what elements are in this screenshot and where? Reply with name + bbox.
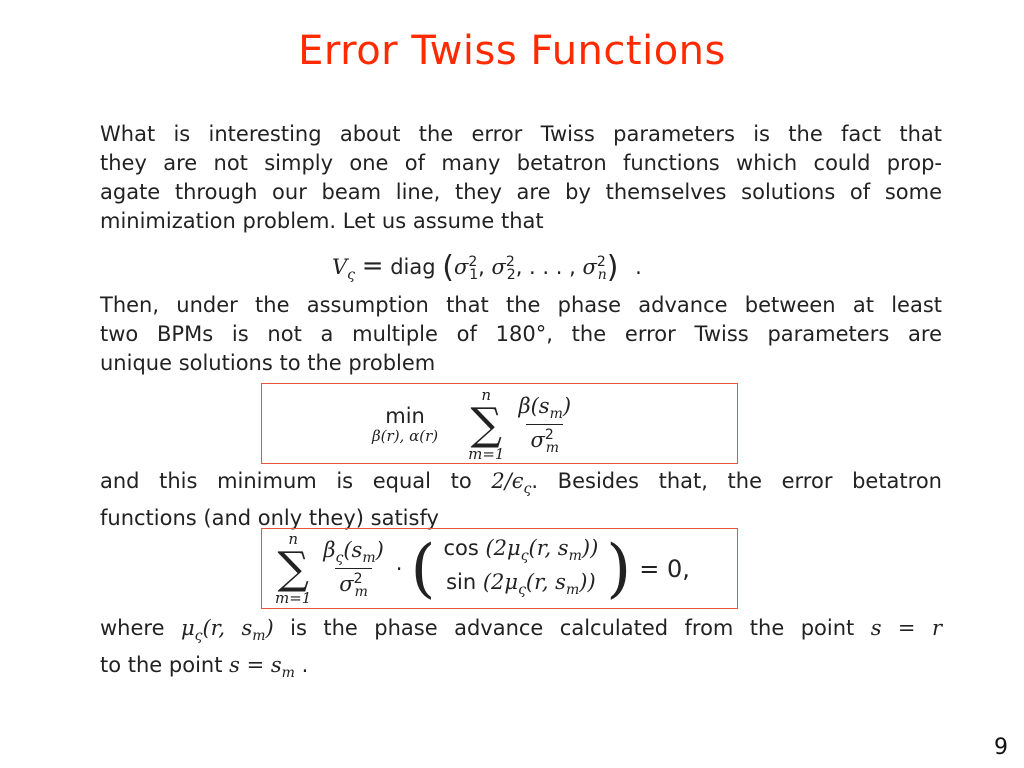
dot-operator: · xyxy=(395,557,403,581)
vector-paren-close: ) xyxy=(606,532,632,606)
math-end: ) xyxy=(265,616,274,640)
vector-paren-open: ( xyxy=(410,532,436,606)
intro-paragraph xyxy=(100,120,942,236)
den-sup: 2 xyxy=(544,427,554,443)
eq-superscript: 2 xyxy=(505,254,515,270)
fn-rest-sub: m xyxy=(565,582,580,599)
num-arg-sub: m xyxy=(362,550,376,566)
eq-subscript: ς xyxy=(347,267,356,284)
fn-sub: ς xyxy=(520,548,529,564)
eq-symbol: σ xyxy=(491,255,506,279)
num-end: ) xyxy=(375,537,384,562)
sum-lower-limit: m=1 xyxy=(468,445,505,463)
fraction-numerator xyxy=(514,394,575,424)
num-end: ) xyxy=(562,393,572,418)
text-run: is the phase advance calculated from the point xyxy=(273,616,871,640)
fn-rest-sub: m xyxy=(568,548,582,564)
text-run: where xyxy=(100,616,181,640)
eq-symbol: σ xyxy=(453,255,469,279)
sum-sign: ∑ xyxy=(470,399,502,450)
trig-vector xyxy=(443,535,598,603)
math-arg: (r, s xyxy=(202,616,253,640)
eq-symbol: V xyxy=(332,255,348,279)
math-sub: ς xyxy=(523,481,532,498)
eq-ellipsis: , . . . , xyxy=(515,255,576,279)
sin-row xyxy=(446,569,596,603)
sum-upper-limit: n xyxy=(481,386,492,404)
fraction xyxy=(514,394,575,456)
math-text: 2/ϵ xyxy=(491,469,524,493)
fn-arg: (2μ xyxy=(485,535,521,560)
fraction-denominator xyxy=(526,424,563,456)
paragraph-line xyxy=(100,614,942,651)
eq-subscript: 1 xyxy=(469,267,479,284)
eq-superscript: 2 xyxy=(596,254,606,270)
eq-period: . xyxy=(635,255,642,279)
min-operator xyxy=(372,405,438,445)
num-arg: (s xyxy=(343,537,363,562)
text-run: . xyxy=(294,653,309,678)
eq-subscript: 2 xyxy=(506,267,516,284)
paragraph-line: two BPMs is not a multiple of 180°, the error Twiss parameters are xyxy=(100,322,942,346)
min-subscript: β(r), α(r) xyxy=(372,427,439,446)
eq-symbol: σ xyxy=(582,255,597,279)
paragraph-line: agate through our beam line, they are by themselves solutions of some xyxy=(100,180,942,204)
paragraph-line: unique solutions to the problem xyxy=(100,351,436,375)
eq-equals: = xyxy=(361,251,384,281)
den-text: σ xyxy=(530,428,545,452)
inline-math xyxy=(180,616,274,645)
fn-end: )) xyxy=(579,570,596,594)
num-text: β xyxy=(323,537,336,562)
page-number: 9 xyxy=(994,735,1008,760)
text-run: and this minimum is equal to xyxy=(100,469,492,493)
num-sub: ς xyxy=(335,550,344,566)
fn-rest: (r, s xyxy=(525,570,566,594)
inline-math: s = r xyxy=(870,616,942,640)
math-arg-sub: m xyxy=(252,628,266,645)
num-sub: m xyxy=(549,406,563,422)
eq-rhs: = 0, xyxy=(639,555,690,583)
paragraph-line xyxy=(100,651,942,688)
den-sup: 2 xyxy=(353,571,363,587)
eq-paren-close: ) xyxy=(606,250,619,285)
where-paragraph xyxy=(100,614,942,688)
paragraph-line: they are not simply one of many betatron functions which could prop- xyxy=(100,151,942,175)
inline-math xyxy=(229,653,295,682)
paragraph-line: functions (and only they) satisfy xyxy=(100,506,439,531)
paragraph-line: What is interesting about the error Twiss parameters is the fact that xyxy=(100,122,942,146)
assumption-paragraph xyxy=(100,291,942,378)
covariance-equation: $V_\varsigma$ = diag ($\sigma^2_1$, $\sigma^2_2$, . . . , $\sigma^2_n$) . xyxy=(332,250,642,285)
fn-sub: ς xyxy=(518,582,526,599)
math-sub: ς xyxy=(194,628,203,645)
num-text: β(s xyxy=(518,393,550,418)
fn-name: cos xyxy=(443,535,479,560)
text-run: to the point xyxy=(100,653,230,678)
fn-end: )) xyxy=(581,535,599,560)
den-sub: m xyxy=(354,584,368,601)
fraction-denominator xyxy=(335,568,372,600)
fn-name: sin xyxy=(446,570,477,594)
math-sub: m xyxy=(281,665,295,682)
sum-operator xyxy=(275,532,311,606)
text-run: . Besides that, the error betatron xyxy=(531,469,942,493)
fraction-numerator xyxy=(319,538,387,568)
minimum-paragraph xyxy=(100,467,942,533)
sum-operator xyxy=(468,388,504,462)
den-sub: m xyxy=(545,440,560,457)
fn-arg: (2μ xyxy=(482,570,519,594)
sum-sign: ∑ xyxy=(277,543,309,594)
paragraph-line: minimization problem. Let us assume that xyxy=(100,209,544,233)
eq-func: diag xyxy=(390,255,436,279)
eq-paren-open: ( xyxy=(442,250,454,285)
paragraph-line xyxy=(100,467,942,504)
paragraph-line: Then, under the assumption that the phase advance between at least xyxy=(100,293,942,317)
slide-title: Error Twiss Functions xyxy=(298,28,726,74)
math-text: μ xyxy=(180,616,195,640)
inline-math xyxy=(491,469,532,498)
fraction xyxy=(319,538,387,600)
sum-lower-limit: m=1 xyxy=(275,589,312,607)
cos-row xyxy=(443,535,598,569)
eq-subscript: n xyxy=(597,267,607,284)
orthogonality-equation xyxy=(275,532,690,606)
min-label: min xyxy=(385,404,425,429)
eq-superscript: 2 xyxy=(468,254,478,270)
minimization-equation xyxy=(372,388,575,462)
fn-rest: (r, s xyxy=(528,535,569,560)
math-text: s = s xyxy=(229,653,282,678)
den-text: σ xyxy=(339,572,354,596)
sum-upper-limit: n xyxy=(288,530,298,548)
